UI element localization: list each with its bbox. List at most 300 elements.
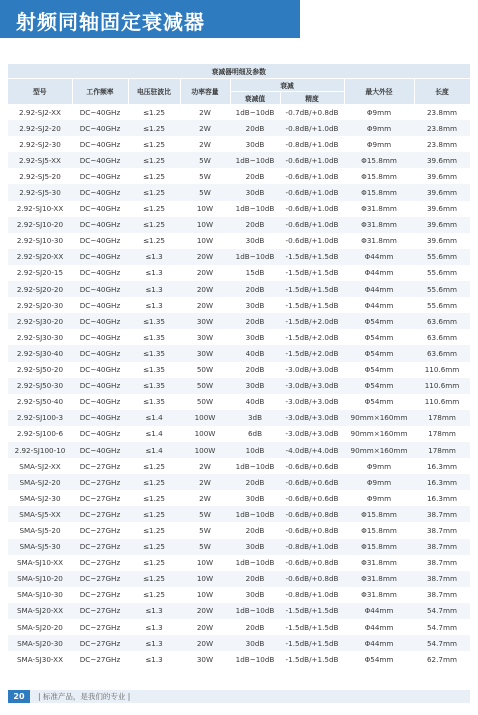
length-cell: 63.6mm: [414, 329, 470, 345]
page-number: 20: [8, 690, 30, 703]
power-cell: 10W: [180, 217, 230, 233]
length-cell: 39.6mm: [414, 217, 470, 233]
power-cell: 30W: [180, 651, 230, 667]
power-cell: 50W: [180, 394, 230, 410]
length-cell: 38.7mm: [414, 522, 470, 538]
model-cell: 2.92-SJ2-XX: [8, 104, 72, 120]
atten-value-cell: 20dB: [230, 168, 280, 184]
length-cell: 38.7mm: [414, 555, 470, 571]
max-od-cell: Φ44mm: [344, 297, 414, 313]
power-cell: 10W: [180, 555, 230, 571]
length-cell: 55.6mm: [414, 249, 470, 265]
accuracy-cell: -1.5dB/+2.0dB: [280, 345, 344, 361]
frequency-cell: DC~40GHz: [72, 233, 128, 249]
model-cell: 2.92-SJ30-30: [8, 329, 72, 345]
power-cell: 20W: [180, 635, 230, 651]
length-cell: 54.7mm: [414, 603, 470, 619]
power-cell: 2W: [180, 104, 230, 120]
power-cell: 100W: [180, 426, 230, 442]
vswr-cell: ≤1.25: [128, 104, 180, 120]
frequency-cell: DC~27GHz: [72, 539, 128, 555]
length-cell: 38.7mm: [414, 506, 470, 522]
length-cell: 38.7mm: [414, 539, 470, 555]
title-banner: [0, 0, 300, 38]
accuracy-cell: -3.0dB/+3.0dB: [280, 362, 344, 378]
accuracy-cell: -3.0dB/+3.0dB: [280, 394, 344, 410]
vswr-cell: ≤1.25: [128, 474, 180, 490]
table-row: [8, 474, 470, 490]
power-cell: 10W: [180, 571, 230, 587]
max-od-cell: Φ31.8mm: [344, 587, 414, 603]
length-cell: 38.7mm: [414, 587, 470, 603]
max-od-cell: Φ15.8mm: [344, 522, 414, 538]
table-row: [8, 442, 470, 458]
model-cell: 2.92-SJ20-15: [8, 265, 72, 281]
frequency-cell: DC~40GHz: [72, 217, 128, 233]
max-od-cell: Φ31.8mm: [344, 217, 414, 233]
frequency-cell: DC~27GHz: [72, 506, 128, 522]
table-row: [8, 329, 470, 345]
header-frequency: 工作频率: [72, 78, 128, 104]
power-cell: 20W: [180, 249, 230, 265]
table-row: [8, 522, 470, 538]
max-od-cell: Φ54mm: [344, 362, 414, 378]
vswr-cell: ≤1.3: [128, 603, 180, 619]
atten-value-cell: 20dB: [230, 281, 280, 297]
accuracy-cell: -0.6dB/+0.8dB: [280, 522, 344, 538]
atten-value-cell: 30dB: [230, 184, 280, 200]
accuracy-cell: -1.5dB/+1.5dB: [280, 603, 344, 619]
accuracy-cell: -0.7dB/+0.8dB: [280, 104, 344, 120]
atten-value-cell: 30dB: [230, 539, 280, 555]
max-od-cell: Φ54mm: [344, 378, 414, 394]
atten-value-cell: 20dB: [230, 571, 280, 587]
atten-value-cell: 1dB~10dB: [230, 651, 280, 667]
power-cell: 10W: [180, 201, 230, 217]
atten-value-cell: 30dB: [230, 587, 280, 603]
table-row: [8, 104, 470, 120]
table-row: [8, 217, 470, 233]
accuracy-cell: -1.5dB/+1.5dB: [280, 635, 344, 651]
table-row: [8, 394, 470, 410]
table-row: [8, 345, 470, 361]
atten-value-cell: 20dB: [230, 120, 280, 136]
vswr-cell: ≤1.3: [128, 619, 180, 635]
length-cell: 16.3mm: [414, 474, 470, 490]
table-row: [8, 571, 470, 587]
power-cell: 100W: [180, 410, 230, 426]
table-row: [8, 426, 470, 442]
accuracy-cell: -1.5dB/+2.0dB: [280, 313, 344, 329]
max-od-cell: Φ15.8mm: [344, 152, 414, 168]
table-row: [8, 539, 470, 555]
vswr-cell: ≤1.35: [128, 345, 180, 361]
header-model: 型号: [8, 78, 72, 104]
atten-value-cell: 40dB: [230, 394, 280, 410]
table-row: [8, 587, 470, 603]
max-od-cell: Φ44mm: [344, 603, 414, 619]
power-cell: 20W: [180, 265, 230, 281]
frequency-cell: DC~40GHz: [72, 265, 128, 281]
max-od-cell: Φ31.8mm: [344, 555, 414, 571]
frequency-cell: DC~40GHz: [72, 281, 128, 297]
max-od-cell: Φ15.8mm: [344, 506, 414, 522]
table-row: [8, 410, 470, 426]
length-cell: 23.8mm: [414, 120, 470, 136]
model-cell: 2.92-SJ100-6: [8, 426, 72, 442]
atten-value-cell: 30dB: [230, 329, 280, 345]
power-cell: 10W: [180, 233, 230, 249]
table-row: [8, 635, 470, 651]
table-row: [8, 603, 470, 619]
power-cell: 2W: [180, 120, 230, 136]
vswr-cell: ≤1.25: [128, 571, 180, 587]
frequency-cell: DC~40GHz: [72, 104, 128, 120]
accuracy-cell: -3.0dB/+3.0dB: [280, 410, 344, 426]
accuracy-cell: -1.5dB/+2.0dB: [280, 329, 344, 345]
model-cell: 2.92-SJ30-40: [8, 345, 72, 361]
frequency-cell: DC~27GHz: [72, 619, 128, 635]
page-footer: [8, 690, 470, 703]
model-cell: SMA-SJ2-20: [8, 474, 72, 490]
length-cell: 55.6mm: [414, 281, 470, 297]
vswr-cell: ≤1.3: [128, 635, 180, 651]
accuracy-cell: -0.8dB/+1.0dB: [280, 539, 344, 555]
length-cell: 16.3mm: [414, 458, 470, 474]
frequency-cell: DC~27GHz: [72, 522, 128, 538]
atten-value-cell: 20dB: [230, 217, 280, 233]
atten-value-cell: 30dB: [230, 635, 280, 651]
table-row: [8, 555, 470, 571]
accuracy-cell: -0.6dB/+1.0dB: [280, 168, 344, 184]
power-cell: 2W: [180, 490, 230, 506]
table-row: [8, 168, 470, 184]
accuracy-cell: -0.6dB/+1.0dB: [280, 152, 344, 168]
length-cell: 178mm: [414, 410, 470, 426]
vswr-cell: ≤1.25: [128, 217, 180, 233]
table-row: [8, 313, 470, 329]
max-od-cell: Φ31.8mm: [344, 201, 414, 217]
table-row: [8, 378, 470, 394]
table-row: [8, 297, 470, 313]
model-cell: 2.92-SJ10-XX: [8, 201, 72, 217]
vswr-cell: ≤1.25: [128, 458, 180, 474]
atten-value-cell: 20dB: [230, 522, 280, 538]
model-cell: 2.92-SJ5-XX: [8, 152, 72, 168]
frequency-cell: DC~40GHz: [72, 329, 128, 345]
length-cell: 54.7mm: [414, 635, 470, 651]
max-od-cell: Φ44mm: [344, 619, 414, 635]
frequency-cell: DC~27GHz: [72, 587, 128, 603]
max-od-cell: Φ54mm: [344, 329, 414, 345]
vswr-cell: ≤1.3: [128, 281, 180, 297]
table-row: [8, 201, 470, 217]
model-cell: SMA-SJ2-30: [8, 490, 72, 506]
length-cell: 23.8mm: [414, 136, 470, 152]
power-cell: 30W: [180, 313, 230, 329]
length-cell: 178mm: [414, 426, 470, 442]
table-row: [8, 265, 470, 281]
accuracy-cell: -0.6dB/+1.0dB: [280, 184, 344, 200]
accuracy-cell: -1.5dB/+1.5dB: [280, 297, 344, 313]
length-cell: 110.6mm: [414, 378, 470, 394]
model-cell: 2.92-SJ20-30: [8, 297, 72, 313]
atten-value-cell: 1dB~10dB: [230, 201, 280, 217]
model-cell: 2.92-SJ5-20: [8, 168, 72, 184]
power-cell: 100W: [180, 442, 230, 458]
model-cell: 2.92-SJ2-20: [8, 120, 72, 136]
max-od-cell: Φ15.8mm: [344, 184, 414, 200]
length-cell: 39.6mm: [414, 233, 470, 249]
model-cell: SMA-SJ5-XX: [8, 506, 72, 522]
frequency-cell: DC~40GHz: [72, 313, 128, 329]
frequency-cell: DC~40GHz: [72, 362, 128, 378]
atten-value-cell: 1dB~10dB: [230, 506, 280, 522]
attenuator-spec-table: [8, 64, 471, 667]
accuracy-cell: -0.8dB/+1.0dB: [280, 587, 344, 603]
vswr-cell: ≤1.25: [128, 522, 180, 538]
atten-value-cell: 6dB: [230, 426, 280, 442]
accuracy-cell: -0.8dB/+1.0dB: [280, 136, 344, 152]
accuracy-cell: -0.6dB/+0.6dB: [280, 458, 344, 474]
length-cell: 63.6mm: [414, 313, 470, 329]
model-cell: SMA-SJ30-XX: [8, 651, 72, 667]
frequency-cell: DC~40GHz: [72, 136, 128, 152]
max-od-cell: Φ9mm: [344, 474, 414, 490]
frequency-cell: DC~40GHz: [72, 378, 128, 394]
atten-value-cell: 20dB: [230, 313, 280, 329]
table-row: [8, 233, 470, 249]
table-row: [8, 152, 470, 168]
table-row: [8, 136, 470, 152]
vswr-cell: ≤1.4: [128, 426, 180, 442]
frequency-cell: DC~27GHz: [72, 458, 128, 474]
model-cell: 2.92-SJ10-20: [8, 217, 72, 233]
power-cell: 10W: [180, 587, 230, 603]
max-od-cell: Φ15.8mm: [344, 168, 414, 184]
frequency-cell: DC~40GHz: [72, 410, 128, 426]
vswr-cell: ≤1.25: [128, 184, 180, 200]
accuracy-cell: -0.6dB/+0.8dB: [280, 555, 344, 571]
max-od-cell: Φ44mm: [344, 265, 414, 281]
table-row: [8, 362, 470, 378]
frequency-cell: DC~27GHz: [72, 635, 128, 651]
power-cell: 20W: [180, 281, 230, 297]
table-row: [8, 120, 470, 136]
frequency-cell: DC~27GHz: [72, 474, 128, 490]
table-row: [8, 458, 470, 474]
max-od-cell: 90mm×160mm: [344, 410, 414, 426]
max-od-cell: Φ44mm: [344, 635, 414, 651]
power-cell: 5W: [180, 152, 230, 168]
table-row: [8, 281, 470, 297]
accuracy-cell: -0.6dB/+1.0dB: [280, 217, 344, 233]
power-cell: 5W: [180, 506, 230, 522]
vswr-cell: ≤1.25: [128, 506, 180, 522]
model-cell: 2.92-SJ100-10: [8, 442, 72, 458]
length-cell: 39.6mm: [414, 168, 470, 184]
model-cell: 2.92-SJ50-20: [8, 362, 72, 378]
vswr-cell: ≤1.25: [128, 490, 180, 506]
header-accuracy: 精度: [280, 91, 344, 104]
max-od-cell: Φ54mm: [344, 651, 414, 667]
atten-value-cell: 1dB~10dB: [230, 249, 280, 265]
length-cell: 23.8mm: [414, 104, 470, 120]
accuracy-cell: -1.5dB/+1.5dB: [280, 619, 344, 635]
atten-value-cell: 1dB~10dB: [230, 104, 280, 120]
length-cell: 55.6mm: [414, 265, 470, 281]
accuracy-cell: -1.5dB/+1.5dB: [280, 281, 344, 297]
vswr-cell: ≤1.35: [128, 313, 180, 329]
atten-value-cell: 30dB: [230, 136, 280, 152]
atten-value-cell: 1dB~10dB: [230, 152, 280, 168]
atten-value-cell: 20dB: [230, 474, 280, 490]
accuracy-cell: -1.5dB/+1.5dB: [280, 265, 344, 281]
accuracy-cell: -0.6dB/+0.8dB: [280, 506, 344, 522]
accuracy-cell: -1.5dB/+1.5dB: [280, 249, 344, 265]
atten-value-cell: 1dB~10dB: [230, 555, 280, 571]
atten-value-cell: 30dB: [230, 233, 280, 249]
header-vswr: 电压驻波比: [128, 78, 180, 104]
table-row: [8, 490, 470, 506]
table-row: [8, 184, 470, 200]
max-od-cell: 90mm×160mm: [344, 426, 414, 442]
table-row: [8, 506, 470, 522]
accuracy-cell: -3.0dB/+3.0dB: [280, 426, 344, 442]
model-cell: SMA-SJ2-XX: [8, 458, 72, 474]
power-cell: 5W: [180, 539, 230, 555]
table-body: [8, 104, 470, 667]
atten-value-cell: 30dB: [230, 378, 280, 394]
model-cell: 2.92-SJ2-30: [8, 136, 72, 152]
vswr-cell: ≤1.25: [128, 555, 180, 571]
vswr-cell: ≤1.35: [128, 362, 180, 378]
model-cell: 2.92-SJ5-30: [8, 184, 72, 200]
max-od-cell: Φ54mm: [344, 345, 414, 361]
vswr-cell: ≤1.35: [128, 378, 180, 394]
table-row: [8, 619, 470, 635]
accuracy-cell: -1.5dB/+1.5dB: [280, 651, 344, 667]
table-row: [8, 249, 470, 265]
vswr-cell: ≤1.25: [128, 168, 180, 184]
model-cell: SMA-SJ10-XX: [8, 555, 72, 571]
power-cell: 2W: [180, 458, 230, 474]
atten-value-cell: 30dB: [230, 490, 280, 506]
vswr-cell: ≤1.25: [128, 136, 180, 152]
max-od-cell: Φ9mm: [344, 104, 414, 120]
frequency-cell: DC~27GHz: [72, 490, 128, 506]
model-cell: SMA-SJ20-30: [8, 635, 72, 651]
vswr-cell: ≤1.25: [128, 587, 180, 603]
model-cell: 2.92-SJ20-20: [8, 281, 72, 297]
vswr-cell: ≤1.25: [128, 539, 180, 555]
vswr-cell: ≤1.25: [128, 152, 180, 168]
atten-value-cell: 1dB~10dB: [230, 603, 280, 619]
frequency-cell: DC~40GHz: [72, 442, 128, 458]
model-cell: SMA-SJ5-30: [8, 539, 72, 555]
frequency-cell: DC~27GHz: [72, 651, 128, 667]
max-od-cell: Φ54mm: [344, 394, 414, 410]
atten-value-cell: 3dB: [230, 410, 280, 426]
frequency-cell: DC~40GHz: [72, 184, 128, 200]
table-caption: 衰减器明细及参数: [8, 64, 470, 78]
power-cell: 30W: [180, 345, 230, 361]
max-od-cell: 90mm×160mm: [344, 442, 414, 458]
vswr-cell: ≤1.3: [128, 297, 180, 313]
accuracy-cell: -3.0dB/+3.0dB: [280, 378, 344, 394]
vswr-cell: ≤1.35: [128, 394, 180, 410]
max-od-cell: Φ54mm: [344, 313, 414, 329]
accuracy-cell: -0.8dB/+1.0dB: [280, 120, 344, 136]
length-cell: 110.6mm: [414, 362, 470, 378]
length-cell: 62.7mm: [414, 651, 470, 667]
frequency-cell: DC~40GHz: [72, 249, 128, 265]
accuracy-cell: -0.6dB/+1.0dB: [280, 233, 344, 249]
model-cell: SMA-SJ10-20: [8, 571, 72, 587]
vswr-cell: ≤1.4: [128, 442, 180, 458]
accuracy-cell: -0.6dB/+1.0dB: [280, 201, 344, 217]
model-cell: 2.92-SJ50-30: [8, 378, 72, 394]
header-max-od: 最大外径: [344, 78, 414, 104]
model-cell: 2.92-SJ50-40: [8, 394, 72, 410]
frequency-cell: DC~40GHz: [72, 152, 128, 168]
max-od-cell: Φ9mm: [344, 120, 414, 136]
length-cell: 54.7mm: [414, 619, 470, 635]
vswr-cell: ≤1.4: [128, 410, 180, 426]
vswr-cell: ≤1.25: [128, 120, 180, 136]
power-cell: 50W: [180, 362, 230, 378]
power-cell: 30W: [180, 329, 230, 345]
max-od-cell: Φ9mm: [344, 136, 414, 152]
power-cell: 5W: [180, 168, 230, 184]
frequency-cell: DC~40GHz: [72, 426, 128, 442]
model-cell: 2.92-SJ10-30: [8, 233, 72, 249]
vswr-cell: ≤1.35: [128, 329, 180, 345]
vswr-cell: ≤1.3: [128, 265, 180, 281]
frequency-cell: DC~40GHz: [72, 168, 128, 184]
vswr-cell: ≤1.25: [128, 233, 180, 249]
frequency-cell: DC~40GHz: [72, 345, 128, 361]
frequency-cell: DC~40GHz: [72, 394, 128, 410]
power-cell: 50W: [180, 378, 230, 394]
length-cell: 39.6mm: [414, 184, 470, 200]
atten-value-cell: 20dB: [230, 362, 280, 378]
header-length: 长度: [414, 78, 470, 104]
max-od-cell: Φ44mm: [344, 249, 414, 265]
atten-value-cell: 1dB~10dB: [230, 458, 280, 474]
max-od-cell: Φ9mm: [344, 458, 414, 474]
atten-value-cell: 20dB: [230, 619, 280, 635]
header-atten-value: 衰减值: [230, 91, 280, 104]
length-cell: 178mm: [414, 442, 470, 458]
atten-value-cell: 15dB: [230, 265, 280, 281]
model-cell: SMA-SJ10-30: [8, 587, 72, 603]
power-cell: 20W: [180, 603, 230, 619]
max-od-cell: Φ9mm: [344, 490, 414, 506]
frequency-cell: DC~27GHz: [72, 555, 128, 571]
atten-value-cell: 40dB: [230, 345, 280, 361]
length-cell: 38.7mm: [414, 571, 470, 587]
model-cell: 2.92-SJ30-20: [8, 313, 72, 329]
length-cell: 110.6mm: [414, 394, 470, 410]
length-cell: 39.6mm: [414, 152, 470, 168]
frequency-cell: DC~40GHz: [72, 120, 128, 136]
vswr-cell: ≤1.3: [128, 249, 180, 265]
power-cell: 2W: [180, 136, 230, 152]
header-attenuation: 衰减: [230, 78, 344, 91]
accuracy-cell: -4.0dB/+4.0dB: [280, 442, 344, 458]
accuracy-cell: -0.6dB/+0.6dB: [280, 474, 344, 490]
